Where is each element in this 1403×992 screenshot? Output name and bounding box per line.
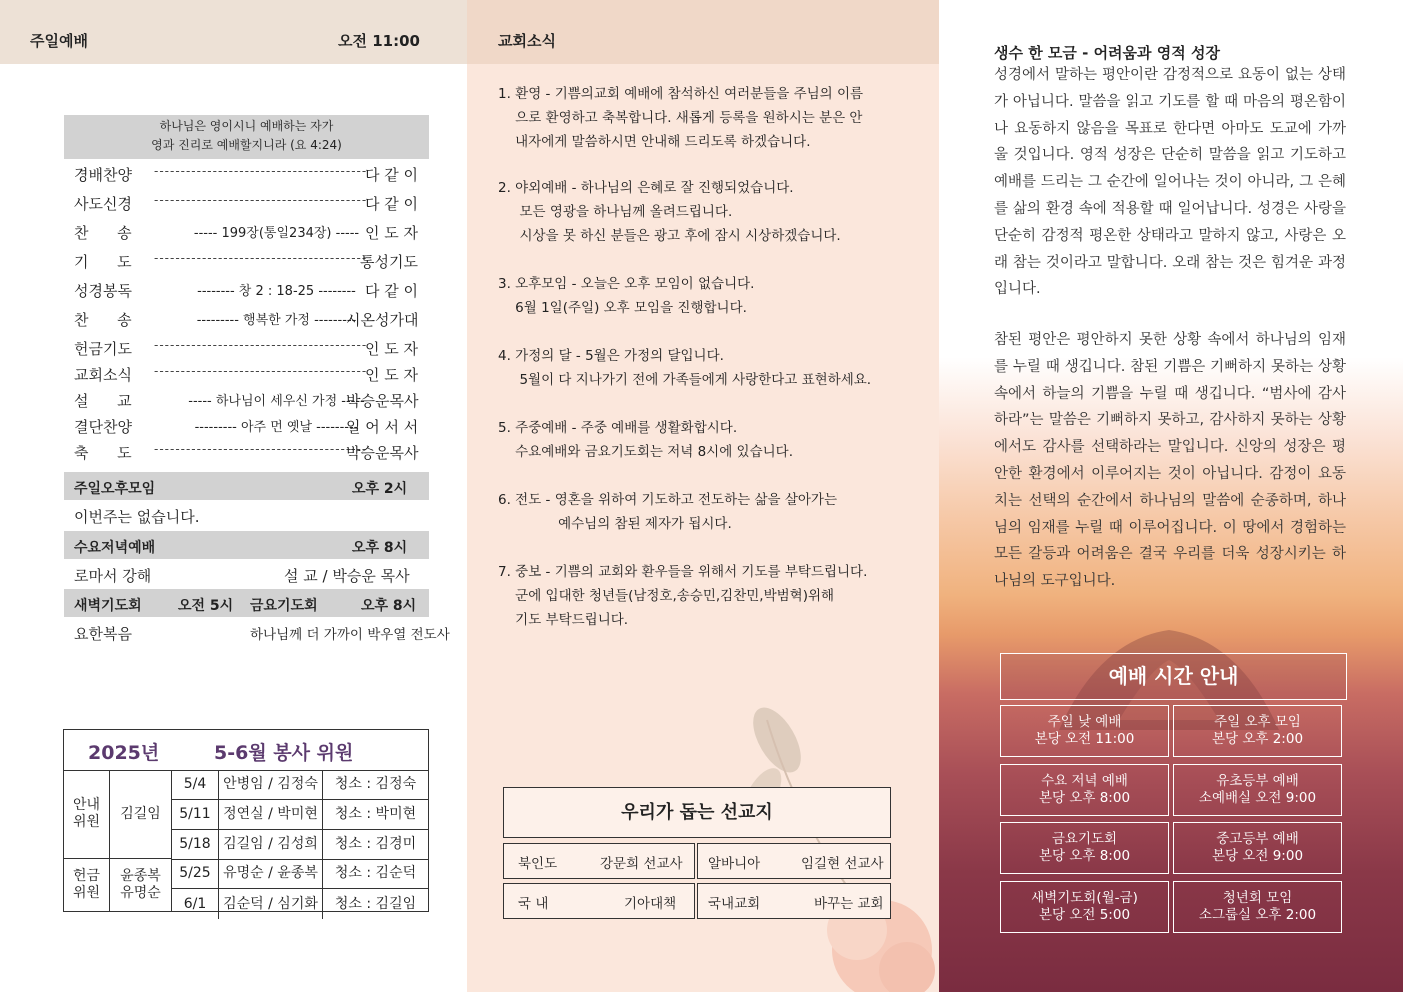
dawn-prayer-bar xyxy=(64,589,429,617)
service-name: 주일 오후 모임 xyxy=(1214,714,1301,730)
order-item-leader: 다 같 이 xyxy=(364,166,418,184)
volunteer-pair: 김순덕 / 심기화 xyxy=(219,889,323,919)
news-item: 4. 가정의 달 - 5월은 가정의 달입니다. 5월이 다 지나가기 전에 가족들에게 사랑한다고 표현하세요. xyxy=(498,348,872,388)
worship-order-row xyxy=(74,189,420,215)
offering-group-label: 헌금 위원 xyxy=(64,859,110,911)
volunteer-date: 5/25 xyxy=(172,859,219,889)
volunteer-period: 5-6월 봉사 위원 xyxy=(214,742,354,764)
order-item-name: 헌금기도 xyxy=(74,340,132,358)
worship-order-row xyxy=(74,360,420,386)
volunteer-pair: 정연실 / 박미현 xyxy=(219,800,323,830)
service-time: 오전 11:00 xyxy=(338,32,420,50)
service-when: 본당 오후 2:00 xyxy=(1211,731,1304,747)
dotted-leader: ---------------------------------------- xyxy=(154,338,368,352)
service-times-title: 예배 시간 안내 xyxy=(1000,653,1347,700)
volunteer-table xyxy=(63,729,429,912)
section-label: 주일오후모임 xyxy=(74,481,156,497)
order-item-leader: 다 같 이 xyxy=(364,195,418,213)
wednesday-preacher: 설 교 / 박승운 목사 xyxy=(284,567,410,585)
service-name: 금요기도회 xyxy=(1051,831,1118,847)
worship-order-row xyxy=(74,305,420,331)
worship-order-row xyxy=(74,276,420,302)
order-item-name: 축 도 xyxy=(74,444,132,462)
order-item-leader: 박승운목사 xyxy=(346,392,419,410)
order-item-leader: 박승운목사 xyxy=(346,444,419,462)
service-time-box xyxy=(1173,705,1342,757)
news-item: 2. 야외예배 - 하나님의 은혜로 잘 진행되었습니다. 모든 영광을 하나님께 올려드립니다. 시상을 못 하신 분들은 광고 후에 잠시 시상하겠습니다. xyxy=(498,180,841,244)
wednesday-topic: 로마서 강해 xyxy=(74,567,152,585)
service-name: 수요 저녁 예배 xyxy=(1041,772,1128,789)
order-item-leader: 인 도 자 xyxy=(364,340,418,358)
worship-order-panel xyxy=(0,0,467,992)
worship-order-row xyxy=(74,334,420,360)
service-time-box xyxy=(1000,881,1169,933)
order-item-leader: 일 어 서 서 xyxy=(346,418,419,436)
essay-title: 생수 한 모금 - 어려움과 영적 성장 xyxy=(994,44,1220,62)
dotted-leader: ---------------------------------------- xyxy=(154,164,368,178)
mission-partner: 임길현 선교사 xyxy=(801,856,884,872)
order-item-name: 사도신경 xyxy=(74,195,132,213)
sunday-afternoon-bar xyxy=(64,472,429,500)
volunteer-date: 5/4 xyxy=(172,770,219,800)
order-item-detail: ----- 199장(통일234장) ----- xyxy=(193,226,360,241)
dotted-leader: ---------------------------------------- xyxy=(154,442,368,456)
volunteer-pair: 유명순 / 윤종복 xyxy=(219,859,323,889)
service-time-box xyxy=(1000,764,1169,816)
order-item-name: 결단찬양 xyxy=(74,418,132,436)
mission-place: 북인도 xyxy=(518,856,558,872)
service-name: 중고등부 예배 xyxy=(1216,831,1299,847)
service-time-box xyxy=(1000,705,1169,757)
order-item-leader: 시온성가대 xyxy=(346,311,419,329)
section-label: 금요기도회 xyxy=(250,598,318,614)
order-item-detail: -------- 창 2 : 18-25 -------- xyxy=(197,284,356,299)
order-item-detail: --------- 아주 먼 옛날 --------- xyxy=(194,420,359,435)
verse-line: 하나님은 영이시니 예배하는 자가 xyxy=(159,119,334,133)
sunday-afternoon-note: 이번주는 없습니다. xyxy=(74,508,200,526)
service-time-box xyxy=(1173,822,1342,874)
essay-paragraph: 성경에서 말하는 평안이란 감정적으로 요동이 없는 상태가 아닙니다. 말씀을 읽고 기도를 할 때 마음의 평온함이나 요동하지 않음을 목표로 한다면 아마도 도교에 가까울 것입니다. 영적 성장은 단순히 말씀을 읽고 기도하고 예배를 드리는 그 순간에 일어나는 것이 아니라, 그 은혜를 삶의 환경 속에 적용할 때 일어납니다. 성경은 사랑을 단순히 감정적 평온한 상태라고 말하지 않고, 사랑은 오래 참는 것이라고 말합니다. 오래 참는 것은 힘겨운 과정입니다. xyxy=(994,67,1346,298)
missions-title: 우리가 돕는 선교지 xyxy=(503,787,891,838)
order-item-leader: 인 도 자 xyxy=(364,224,418,242)
mission-item xyxy=(503,843,695,879)
order-item-name: 기 도 xyxy=(74,253,132,271)
volunteer-date: 5/11 xyxy=(172,800,219,830)
mission-partner: 기아대책 xyxy=(624,896,677,912)
service-name: 주일 낮 예배 xyxy=(1047,714,1122,730)
essay-paragraph: 참된 평안은 평안하지 못한 상황 속에서 하나님의 임재를 누릴 때 생깁니다. 참된 기쁨은 기뻐하지 못하는 상황 속에서 하늘의 기쁨을 누릴 때 생깁니다. “범사에 감사하라”는 말씀은 기뻐하지 못하고, 감사하지 못하는 상황에서도 감사를 선택하라는 말입니다. 신앙의 성장은 평안한 환경에서 이루어지는 것이 아닙니다. 감정이 요동치는 선택의 순간에서 하나님의 말씀에 순종하며, 하나님의 임재를 누릴 때 이루어집니다. 이 땅에서 경험하는 모든 갈등과 어려움은 결국 우리를 더욱 성장시키는 하나님의 도구입니다. xyxy=(994,332,1346,590)
volunteer-year: 2025년 xyxy=(88,742,160,764)
service-when: 소그룹실 오후 2:00 xyxy=(1198,906,1317,923)
news-item: 7. 중보 - 기쁨의 교회와 환우들을 위해서 기도를 부탁드립니다. 군에 입대한 청년들(남정호,송승민,김찬민,박범혁)위해 기도 부탁드립니다. xyxy=(498,564,868,628)
news-title: 교회소식 xyxy=(498,32,556,50)
service-when: 본당 오후 8:00 xyxy=(1038,789,1131,806)
news-item: 6. 전도 - 영혼을 위하여 기도하고 전도하는 삶을 살아가는 예수님의 참된 제자가 됩시다. xyxy=(498,492,837,532)
mission-place: 알바니아 xyxy=(708,856,761,872)
service-when: 본당 오전 9:00 xyxy=(1211,848,1304,864)
worship-order-row xyxy=(74,218,420,244)
mission-item xyxy=(697,883,891,919)
volunteer-cleaning: 청소 : 김경미 xyxy=(323,830,428,860)
volunteer-date: 5/18 xyxy=(172,830,219,860)
order-item-name: 찬 송 xyxy=(74,224,132,242)
service-when: 본당 오후 8:00 xyxy=(1038,848,1131,864)
service-time-box xyxy=(1173,764,1342,816)
volunteer-cleaning: 청소 : 박미현 xyxy=(323,800,428,830)
church-news-panel xyxy=(467,0,939,992)
section-time: 오후 8시 xyxy=(361,598,417,614)
dotted-leader: ---------------------------------------- xyxy=(154,364,368,378)
service-time-box xyxy=(1000,822,1169,874)
section-time: 오전 5시 xyxy=(178,598,234,614)
service-name: 새벽기도회(월-금) xyxy=(1031,889,1138,906)
dawn-note: 하나님께 더 가까이 박우열 전도사 xyxy=(250,627,450,643)
header-band xyxy=(467,0,939,64)
order-item-name: 찬 송 xyxy=(74,311,132,329)
order-item-leader: 다 같 이 xyxy=(364,282,418,300)
verse-line: 영과 진리로 예배할지니라 (요 4:24) xyxy=(151,138,342,152)
wednesday-service-bar xyxy=(64,531,429,559)
usher-group-name: 김길임 xyxy=(110,770,172,859)
section-time: 오후 8시 xyxy=(352,540,408,556)
news-item: 3. 오후모임 - 오늘은 오후 모임이 없습니다. 6월 1일(주일) 오후 모임을 진행합니다. xyxy=(498,276,755,316)
volunteer-pair: 안병임 / 김정숙 xyxy=(219,770,323,800)
service-when: 본당 오전 11:00 xyxy=(1034,731,1135,747)
service-time-box xyxy=(1173,881,1342,933)
worship-order-row xyxy=(74,247,420,273)
offering-group-name: 윤종복 유명순 xyxy=(110,859,172,911)
mission-partner: 강문희 선교사 xyxy=(600,856,683,872)
header-band xyxy=(0,0,467,64)
service-when: 본당 오전 5:00 xyxy=(1038,906,1131,923)
dotted-leader: ---------------------------------------- xyxy=(154,251,368,265)
news-item: 5. 주중예배 - 주중 예배를 생활화합시다. 수요예배와 금요기도회는 저녁 8시에 있습니다. xyxy=(498,420,793,460)
mission-partner: 바꾸는 교회 xyxy=(814,896,884,912)
order-item-leader: 인 도 자 xyxy=(364,366,418,384)
order-item-name: 경배찬양 xyxy=(74,166,132,184)
service-when: 소예배실 오전 9:00 xyxy=(1198,789,1317,806)
order-item-name: 성경봉독 xyxy=(74,282,132,300)
section-time: 오후 2시 xyxy=(352,481,408,497)
order-item-detail: --------- 행복한 가정 --------- xyxy=(196,313,357,328)
scripture-verse xyxy=(64,115,429,159)
mission-item xyxy=(503,883,695,919)
section-label: 새벽기도회 xyxy=(74,598,142,614)
mission-item xyxy=(697,843,891,879)
mission-place: 국내교회 xyxy=(708,896,761,912)
worship-order-row xyxy=(74,438,420,464)
mission-place: 국 내 xyxy=(518,896,549,912)
service-name: 유초등부 예배 xyxy=(1216,772,1299,789)
volunteer-cleaning: 청소 : 김길임 xyxy=(334,895,417,912)
dawn-topic: 요한복음 xyxy=(74,625,132,643)
dotted-leader: ---------------------------------------- xyxy=(154,193,368,207)
worship-order-row xyxy=(74,160,420,186)
volunteer-pair: 김길임 / 김성희 xyxy=(219,830,323,860)
volunteer-cleaning: 청소 : 김순덕 xyxy=(323,859,428,889)
section-label: 수요저녁예배 xyxy=(74,540,156,556)
order-item-name: 설 교 xyxy=(74,392,132,410)
service-name: 청년회 모임 xyxy=(1222,889,1293,906)
usher-group-label: 안내 위원 xyxy=(64,770,110,859)
news-item: 1. 환영 - 기쁨의교회 예배에 참석하신 여러분들을 주님의 이름 으로 환영하고 축복합니다. 새롭게 등록을 원하시는 분은 안 내자에게 말씀하시면 안내해 드리도록 하겠습니다. xyxy=(498,86,864,150)
volunteer-cleaning: 청소 : 김정숙 xyxy=(323,770,428,800)
worship-order-row xyxy=(74,386,420,412)
worship-order-row xyxy=(74,412,420,438)
order-item-detail: ----- 하나님이 세우신 가정 ----- xyxy=(188,394,365,409)
service-title: 주일예배 xyxy=(30,32,88,50)
volunteer-table-title xyxy=(64,730,428,771)
order-item-name: 교회소식 xyxy=(74,366,132,384)
volunteer-date: 6/1 xyxy=(172,889,219,919)
order-item-leader: 통성기도 xyxy=(360,253,418,271)
